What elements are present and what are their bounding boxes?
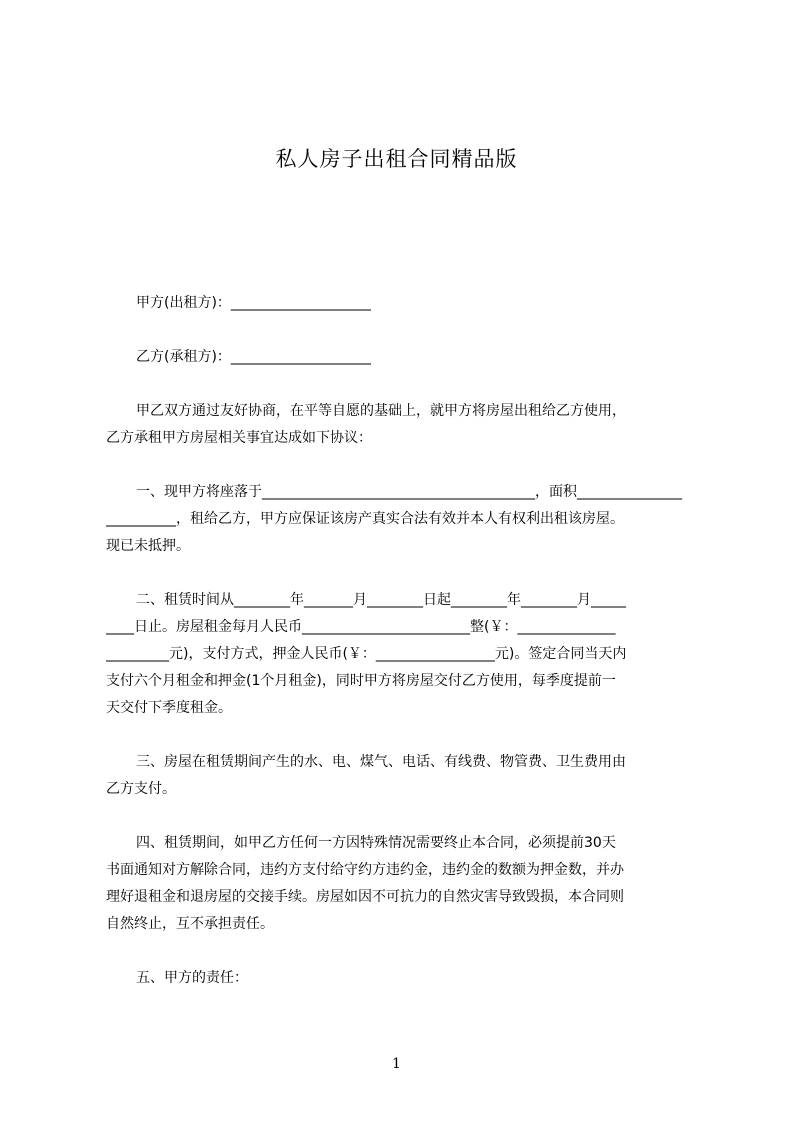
paragraph-line: 四、租赁期间，如甲乙方任何一方因特殊情况需要终止本合同，必须提前30天 [136,835,616,851]
paragraph-line: 理好退租金和退房屋的交接手续。房屋如因不可抗力的自然灾害导致毁损，本合同则 [106,889,624,905]
intro-paragraph [106,398,699,452]
paragraph-line: ____日止。房屋租金每月人民币________________________整(￥：______________ [106,619,616,635]
page-number: 1 [392,1056,401,1072]
party-a-line: 甲方(出租方)：____________________ [136,295,371,311]
document-title: 私人房子出租合同精品版 [275,147,518,171]
paragraph-line: _________元)，支付方式，押金人民币(￥：_________________元)。签定合同当天内 [106,646,627,662]
clause-3 [106,749,699,803]
paragraph-line: 自然终止，互不承担责任。 [106,916,274,932]
paragraph-line: 天交付下季度租金。 [106,700,232,716]
paragraph-line: 乙方支付。 [106,781,176,797]
paragraph-line: 二、租赁时间从________年_______月________日起________年________月_____ [136,592,626,608]
paragraph-line: 乙方承租甲方房屋相关事宜达成如下协议： [106,430,372,446]
paragraph-line: 支付六个月租金和押金(1个月租金)，同时甲方将房屋交付乙方使用，每季度提前一 [106,673,616,689]
paragraph-line: 三、房屋在租赁期间产生的水、电、煤气、电话、有线费、物管费、卫生费用由 [136,754,626,770]
paragraph-line: 现已未抵押。 [106,538,190,554]
clause-5-heading: 五、甲方的责任： [136,970,248,986]
paragraph-line: 甲乙双方通过友好协商，在平等自愿的基础上，就甲方将房屋出租给乙方使用， [136,403,626,419]
clause-2 [106,587,699,722]
clause-4 [106,830,699,938]
document-body [106,290,699,992]
clause-1 [106,479,699,560]
party-b-line: 乙方(承租方)：____________________ [136,349,371,365]
paragraph-line: __________，租给乙方，甲方应保证该房产真实合法有效并本人有权利出租该房屋。 [106,511,624,527]
paragraph-line: 一、现甲方将座落于_______________________________________，面积_______________ [136,484,682,500]
paragraph-line: 书面通知对方解除合同，违约方支付给守约方违约金，违约金的数额为押金数，并办 [106,862,624,878]
